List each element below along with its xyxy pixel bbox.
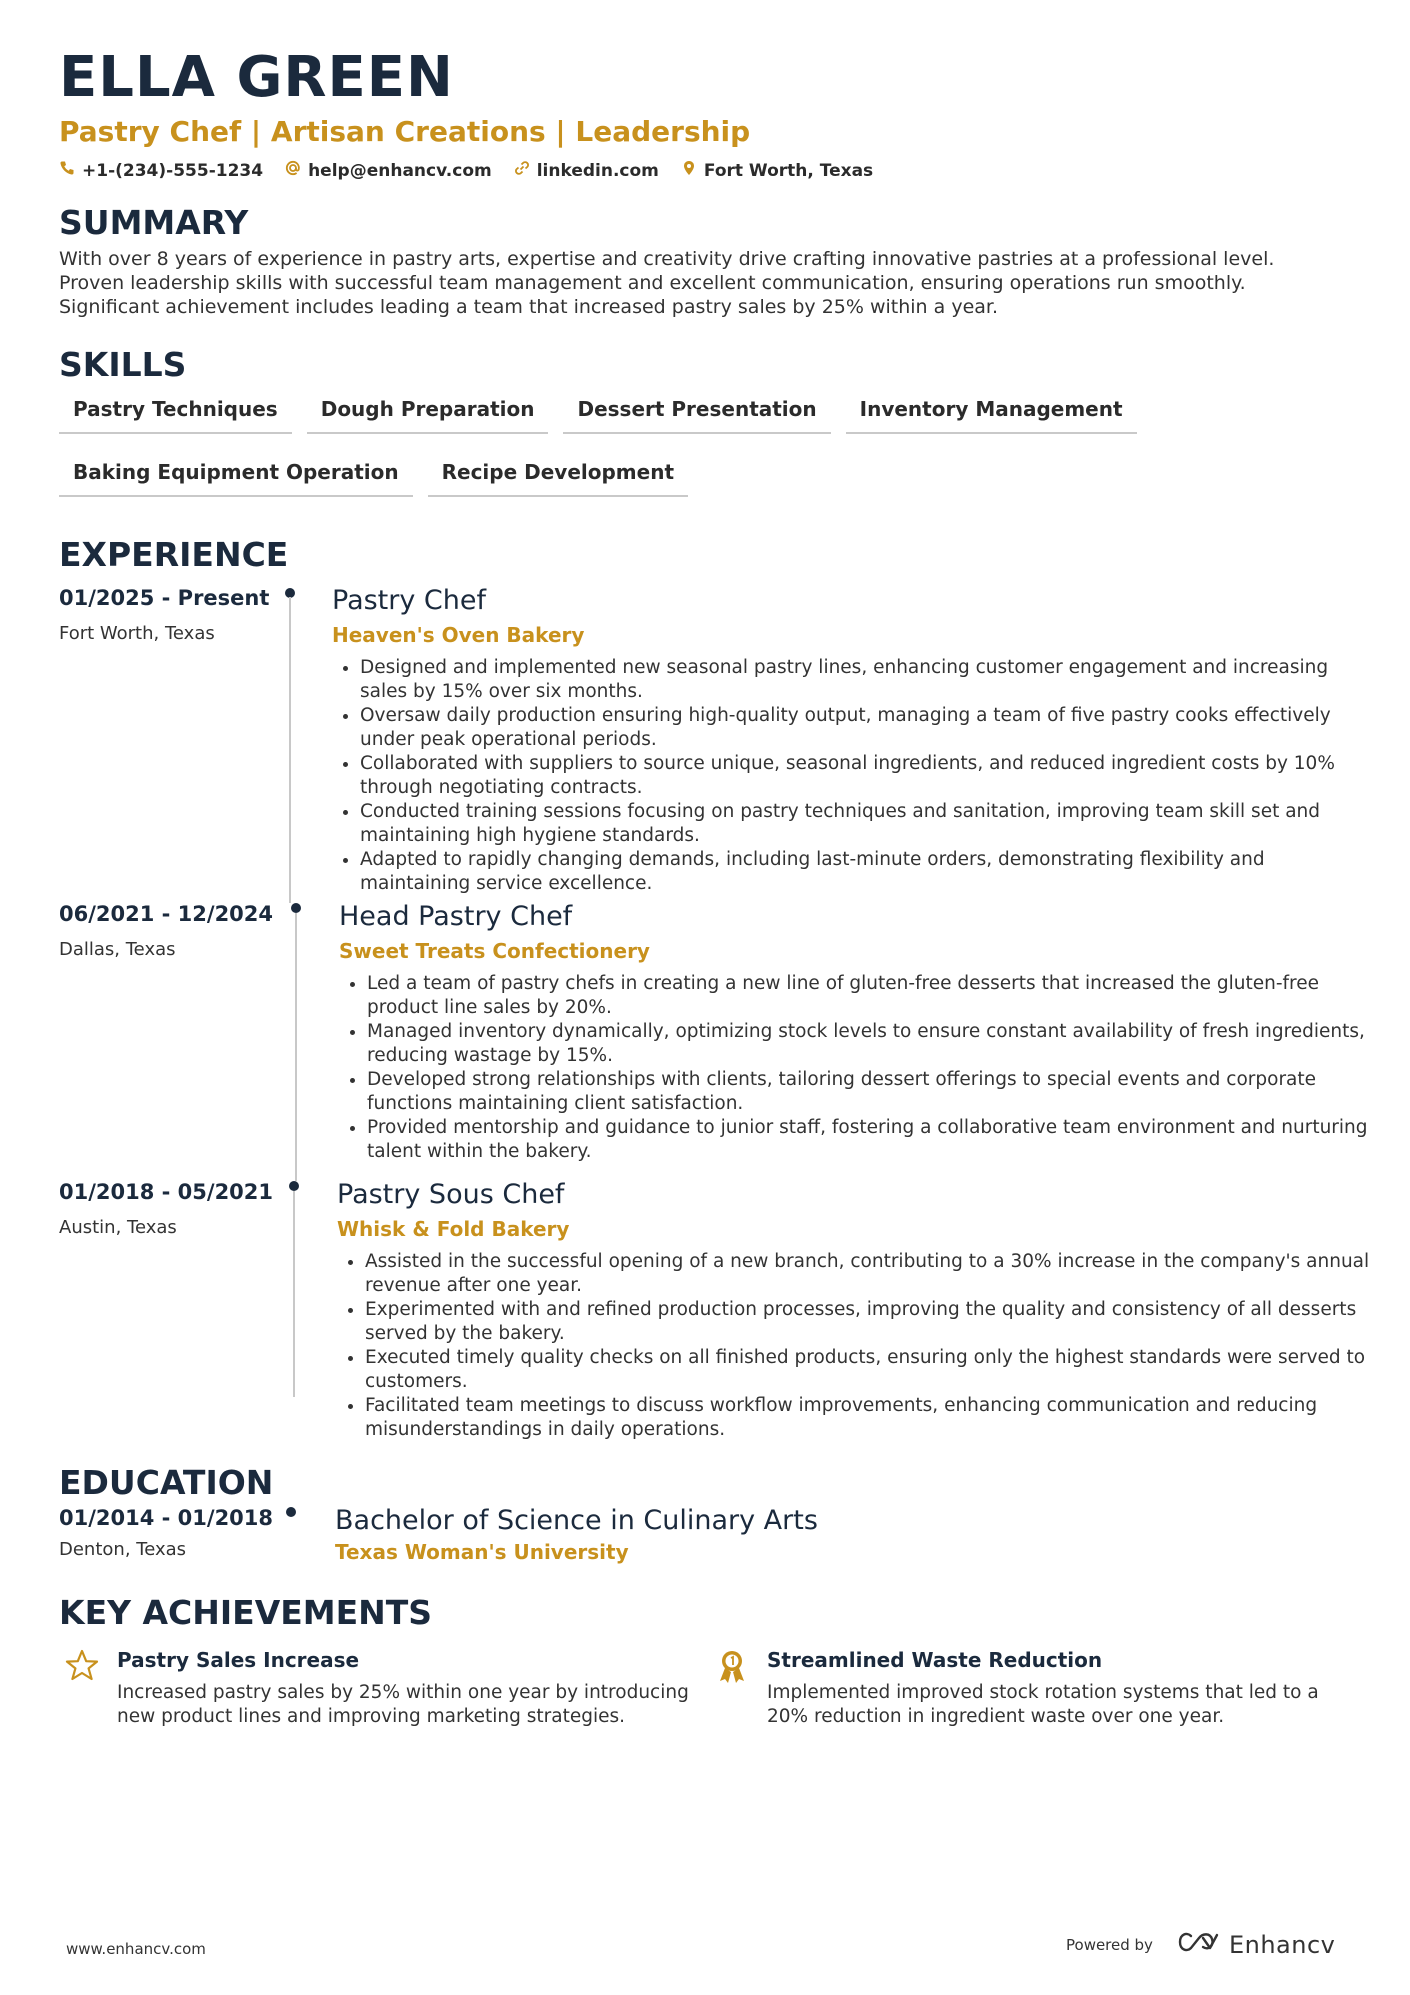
experience-meta: [59, 1179, 279, 1238]
skill-tag: Inventory Management: [846, 393, 1137, 434]
award-ribbon-icon: [709, 1647, 755, 1729]
link-icon: [514, 160, 530, 181]
achievement-description: Implemented improved stock rotation systems that led to a 20% reduction in ingredient waste over one year.: [767, 1682, 1319, 1727]
experience-date: 06/2021 - 12/2024: [59, 902, 274, 926]
skill-tag: Recipe Development: [428, 456, 688, 497]
education-entry: [59, 1505, 1359, 1567]
company-name: Whisk & Fold Bakery: [337, 1217, 570, 1241]
achievement-body: [767, 1647, 1347, 1729]
phone-icon: [59, 160, 75, 181]
timeline-dot: [289, 1181, 299, 1191]
timeline-line: [289, 597, 291, 903]
skills-list: [59, 393, 1159, 497]
contact-location-text: Fort Worth, Texas: [703, 160, 874, 181]
summary-text: With over 8 years of experience in pastry arts, expertise and creativity drive crafting innovative pastries at a professional level. Proven leadership skills with successful team management and excellent communication, ensuring operations run smoothly. Significant achievement includes leading a team that increased pastry sales by 25% within a year.: [59, 248, 1275, 318]
experience-date: 01/2025 - Present: [59, 586, 270, 610]
summary-section: [59, 203, 1359, 319]
company-name: Heaven's Oven Bakery: [332, 623, 585, 647]
bullet-item: • Collaborated with suppliers to source unique, seasonal ingredients, and reduced ingredient costs by 10% through negotiating contracts.: [360, 752, 1372, 800]
contact-phone[interactable]: [59, 160, 263, 181]
experience-location: Dallas, Texas: [59, 939, 176, 960]
bullet-item: • Experimented with and refined production processes, improving the quality and consistency of all desserts served by the bakery.: [365, 1298, 1377, 1346]
resume-page: [59, 44, 1370, 1729]
education-details: [335, 1505, 1335, 1565]
job-bullets: [339, 972, 1379, 1164]
experience-entry: [59, 575, 1359, 901]
enhancv-logo-icon: [1177, 1930, 1223, 1960]
education-date: 01/2014 - 01/2018: [59, 1506, 274, 1530]
achievement-item: [709, 1647, 1359, 1729]
timeline-dot: [286, 1507, 296, 1517]
contact-bar: [59, 160, 1359, 181]
footer-branding: [1066, 1930, 1335, 1960]
bullet-item: • Oversaw daily production ensuring high-quality output, managing a team of five pastry cooks effectively under peak operational periods.: [360, 704, 1372, 752]
experience-entry: [59, 901, 1368, 1179]
timeline-line: [295, 913, 297, 1181]
bullet-item: • Conducted training sessions focusing on pastry techniques and sanitation, improving team skill set and maintaining high hygiene standards.: [360, 800, 1372, 848]
skill-tag: Dessert Presentation: [563, 393, 830, 434]
timeline-line: [293, 1191, 295, 1397]
contact-location: [681, 160, 873, 181]
experience-details: [332, 585, 1372, 896]
education-location: Denton, Texas: [59, 1539, 187, 1560]
company-name: Sweet Treats Confectionery: [339, 939, 650, 963]
school-name: Texas Woman's University: [335, 1540, 629, 1564]
candidate-name: ELLA GREEN: [59, 45, 454, 110]
contact-phone-text: +1-(234)-555-1234: [82, 160, 264, 181]
experience-section: [59, 535, 1370, 1459]
achievement-title: Streamlined Waste Reduction: [767, 1648, 1103, 1672]
star-icon: [59, 1647, 105, 1729]
bullet-item: • Assisted in the successful opening of a new branch, contributing to a 30% increase in the company's annual revenue after one year.: [365, 1250, 1377, 1298]
bullet-item: • Provided mentorship and guidance to junior staff, fostering a collaborative team environment and nurturing talent within the bakery.: [367, 1116, 1379, 1164]
contact-email[interactable]: [285, 160, 492, 181]
skill-tag: Dough Preparation: [307, 393, 549, 434]
bullet-item: • Facilitated team meetings to discuss workflow improvements, enhancing communication and reducing misunderstandings in daily operations.: [365, 1394, 1377, 1442]
job-bullets: [332, 656, 1372, 896]
enhancv-logo-text: Enhancv: [1228, 1931, 1336, 1959]
job-title: Head Pastry Chef: [339, 901, 573, 932]
experience-entry: [59, 1179, 1370, 1459]
bullet-item: • Led a team of pastry chefs in creating a new line of gluten-free desserts that increased the gluten-free product line sales by 20%.: [367, 972, 1379, 1020]
experience-date: 01/2018 - 05/2021: [59, 1180, 274, 1204]
experience-details: [339, 901, 1379, 1164]
at-icon: [285, 160, 301, 181]
contact-linkedin-text: linkedin.com: [536, 160, 659, 181]
skill-tag: Baking Equipment Operation: [59, 456, 413, 497]
contact-email-text: help@enhancv.com: [308, 160, 492, 181]
degree-title: Bachelor of Science in Culinary Arts: [335, 1505, 818, 1536]
experience-meta: [59, 901, 279, 960]
contact-linkedin[interactable]: [514, 160, 659, 181]
education-meta: [59, 1505, 279, 1560]
job-title: Pastry Sous Chef: [337, 1179, 565, 1210]
location-pin-icon: [681, 160, 697, 181]
job-bullets: [337, 1250, 1377, 1442]
section-title-education: EDUCATION: [59, 1463, 274, 1502]
education-section: [59, 1463, 1359, 1567]
achievements-list: [59, 1647, 1359, 1729]
headline: Pastry Chef | Artisan Creations | Leadership: [59, 115, 751, 148]
experience-meta: [59, 585, 279, 644]
skills-section: [59, 345, 1359, 497]
achievement-title: Pastry Sales Increase: [117, 1648, 360, 1672]
footer-website[interactable]: www.enhancv.com: [66, 1940, 206, 1958]
timeline-dot: [291, 903, 301, 913]
section-title-skills: SKILLS: [59, 345, 187, 384]
bullet-item: • Adapted to rapidly changing demands, including last-minute orders, demonstrating flexibility and maintaining service excellence.: [360, 848, 1372, 896]
experience-location: Fort Worth, Texas: [59, 623, 215, 644]
section-title-achievements: KEY ACHIEVEMENTS: [59, 1593, 433, 1632]
skill-tag: Pastry Techniques: [59, 393, 292, 434]
achievements-section: [59, 1593, 1359, 1729]
bullet-item: • Executed timely quality checks on all finished products, ensuring only the highest standards were served to customers.: [365, 1346, 1377, 1394]
enhancv-logo[interactable]: [1177, 1930, 1335, 1960]
achievement-body: [117, 1647, 697, 1729]
section-title-summary: SUMMARY: [59, 203, 249, 242]
section-title-experience: EXPERIENCE: [59, 535, 289, 574]
bullet-item: • Designed and implemented new seasonal pastry lines, enhancing customer engagement and increasing sales by 15% over six months.: [360, 656, 1372, 704]
bullet-item: • Managed inventory dynamically, optimizing stock levels to ensure constant availability of fresh ingredients, reducing wastage by 15%.: [367, 1020, 1379, 1068]
powered-by-label: Powered by: [1066, 1936, 1153, 1954]
achievement-item: [59, 1647, 709, 1729]
experience-details: [337, 1179, 1377, 1442]
bullet-item: • Developed strong relationships with clients, tailoring dessert offerings to special events and corporate functions maintaining client satisfaction.: [367, 1068, 1379, 1116]
job-title: Pastry Chef: [332, 585, 487, 616]
achievement-description: Increased pastry sales by 25% within one year by introducing new product lines and improving marketing strategies.: [117, 1682, 689, 1727]
experience-location: Austin, Texas: [59, 1217, 177, 1238]
